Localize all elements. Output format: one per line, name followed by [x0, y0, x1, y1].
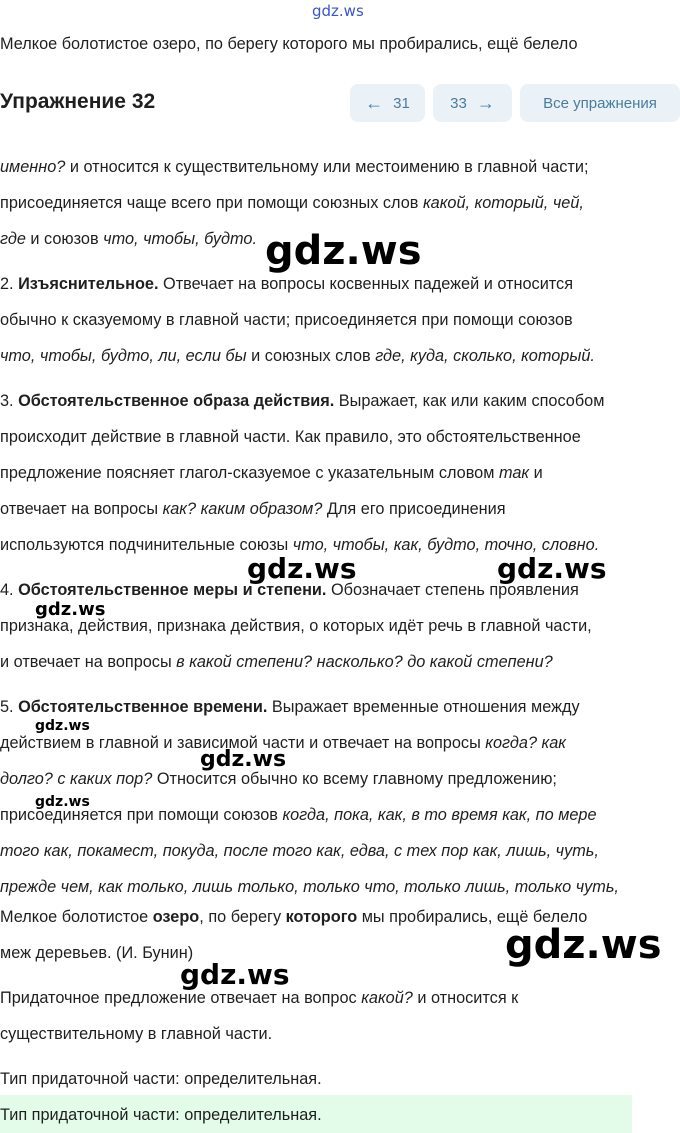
text-line: [0, 769, 557, 789]
page-title: Упражнение 32: [0, 90, 156, 113]
text-segment: 5.: [0, 698, 19, 716]
text-line: [0, 463, 543, 483]
text-segment: и относится к: [412, 989, 519, 1007]
site-watermark-top: gdz.ws: [312, 2, 364, 20]
text-segment: что, чтобы, будто, ли, если бы: [0, 347, 247, 365]
text-line: [0, 877, 619, 897]
text-line: [0, 229, 257, 249]
watermark: gdz.ws: [35, 599, 106, 620]
text-segment: прежде чем, как только, лишь только, только что, только лишь, только чуть,: [0, 878, 619, 896]
text-segment: мы пробирались, ещё белело: [357, 908, 588, 926]
text-line: [0, 907, 587, 927]
next-exercise-label: 33: [450, 94, 467, 112]
text-segment: используются подчинительные союзы: [0, 536, 293, 554]
text-segment: Придаточное предложение отвечает на вопрос: [0, 989, 362, 1007]
watermark: gdz.ws: [35, 794, 90, 810]
arrow-right-icon: →: [476, 92, 495, 113]
text-line: [0, 652, 553, 672]
text-segment: Обстоятельственное образа действия.: [18, 392, 335, 410]
text-segment: какой?: [361, 989, 413, 1007]
watermark: gdz.ws: [265, 228, 422, 274]
text-line: [0, 1024, 272, 1044]
text-segment: Отвечает на вопросы косвенных падежей и относится: [158, 275, 574, 293]
next-exercise-button[interactable]: [433, 84, 512, 122]
watermark: gdz.ws: [497, 552, 607, 585]
text-segment: Для его присоединения: [322, 500, 506, 518]
text-segment: и отвечает на вопросы: [0, 653, 177, 671]
text-segment: озеро: [152, 908, 200, 926]
prev-exercise-button[interactable]: [350, 84, 425, 122]
text-line: [0, 157, 589, 177]
text-segment: и союзов: [25, 230, 104, 248]
text-segment: Тип придаточной части: определительная.: [0, 1106, 322, 1124]
text-segment: Относится обычно ко всему главному предложению;: [152, 770, 557, 788]
text-segment: долго? с каких пор?: [0, 770, 153, 788]
text-segment: так: [498, 464, 530, 482]
text-line: [0, 1069, 322, 1089]
text-line: [0, 193, 584, 213]
text-segment: действием в главной и зависимой части и отвечает на вопросы: [0, 734, 486, 752]
text-segment: Выражает, как или каким способом: [334, 392, 605, 410]
text-line: [0, 841, 599, 861]
text-segment: и союзных слов: [246, 347, 376, 365]
intro-sentence: Мелкое болотистое озеро, по берегу которого мы пробирались, ещё белело: [0, 35, 578, 53]
watermark: gdz.ws: [247, 552, 357, 585]
text-segment: Тип придаточной части: определительная.: [0, 1070, 322, 1088]
text-segment: присоединяется чаще всего при помощи союзных слов: [0, 194, 423, 212]
text-segment: и относится к существительному или местоимению в главной части;: [65, 158, 589, 176]
text-segment: Мелкое болотистое: [0, 908, 153, 926]
text-segment: существительному в главной части.: [0, 1025, 273, 1043]
text-segment: признака, действия, признака действия, о которых идёт речь в главной части,: [0, 617, 592, 635]
text-segment: Обстоятельственное меры и степени.: [18, 581, 327, 599]
text-segment: 3.: [0, 392, 19, 410]
arrow-left-icon: ←: [365, 92, 384, 113]
text-segment: которого: [285, 908, 358, 926]
text-line: [0, 391, 604, 411]
watermark: gdz.ws: [505, 922, 662, 968]
text-line: [0, 346, 595, 366]
text-segment: Обозначает степень проявления: [326, 581, 579, 599]
watermark: gdz.ws: [180, 958, 290, 991]
text-segment: присоединяется при помощи союзов: [0, 806, 283, 824]
text-segment: именно?: [0, 158, 66, 176]
text-segment: какой, который, чей,: [422, 194, 584, 212]
all-exercises-button[interactable]: [520, 84, 680, 122]
text-segment: что, чтобы, как, будто, точно, словно.: [292, 536, 600, 554]
text-segment: Обстоятельственное времени.: [18, 698, 268, 716]
text-segment: что, чтобы, будто.: [103, 230, 258, 248]
text-segment: где: [0, 230, 26, 248]
text-segment: как? каким образом?: [162, 500, 323, 518]
text-segment: Изъяснительное.: [18, 275, 159, 293]
watermark: gdz.ws: [200, 747, 287, 772]
text-segment: 4.: [0, 581, 19, 599]
text-line: [0, 943, 193, 963]
text-segment: происходит действие в главной части. Как правило, это обстоятельственное: [0, 428, 581, 446]
text-line: [0, 274, 573, 294]
text-segment: когда, пока, как, в то время как, по мере: [282, 806, 597, 824]
text-line: [0, 499, 506, 519]
text-segment: предложение поясняет глагол-сказуемое с указательным словом: [0, 464, 499, 482]
text-segment: 2.: [0, 275, 19, 293]
text-segment: в какой степени? насколько? до какой степени?: [176, 653, 553, 671]
prev-exercise-label: 31: [393, 94, 410, 112]
text-line: [0, 1105, 322, 1125]
text-segment: и: [529, 464, 543, 482]
text-segment: где, куда, сколько, который.: [375, 347, 595, 365]
text-segment: отвечает на вопросы: [0, 500, 163, 518]
text-line: [0, 310, 573, 330]
text-segment: того как, покамест, покуда, после того как, едва, с тех пор как, лишь, чуть,: [0, 842, 599, 860]
watermark: gdz.ws: [35, 718, 90, 734]
text-segment: Выражает временные отношения между: [267, 698, 580, 716]
text-line: [0, 988, 518, 1008]
all-exercises-label: Все упражнения: [543, 94, 657, 112]
text-segment: меж деревьев. (И. Бунин): [0, 944, 194, 962]
text-line: [0, 697, 580, 717]
text-segment: когда? как: [485, 734, 566, 752]
text-segment: обычно к сказуемому в главной части; присоединяется при помощи союзов: [0, 311, 573, 329]
text-line: [0, 427, 581, 447]
text-segment: , по берегу: [199, 908, 286, 926]
